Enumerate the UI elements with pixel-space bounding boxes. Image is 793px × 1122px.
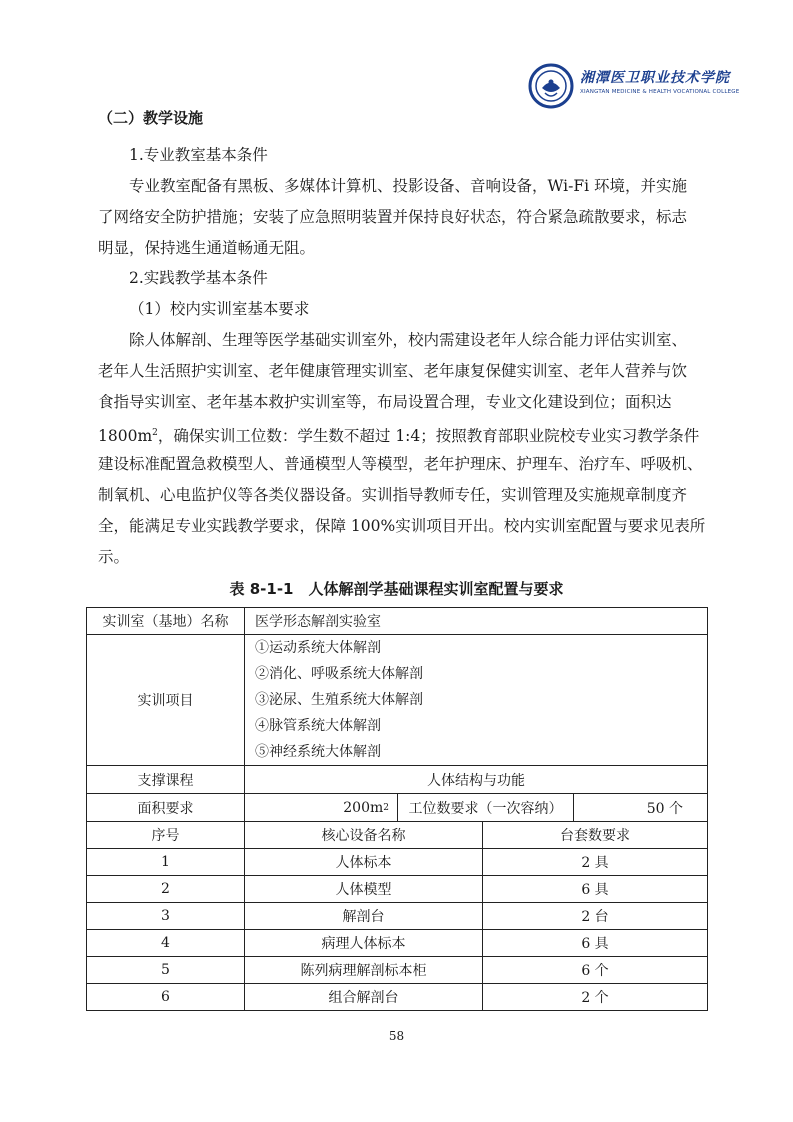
subsection-title-classroom: 1.专业教室基本条件 [129, 146, 268, 164]
paragraph-line: 老年人生活照护实训室、老年健康管理实训室、老年康复保健实训室、老年人营养与饮 [98, 362, 688, 380]
table-row [87, 930, 708, 957]
college-name-en: XIANGTAN MEDICINE & HEALTH VOCATIONAL COLLEGE [580, 89, 740, 95]
room-value: 医学形态解剖实验室 [245, 608, 708, 635]
table-row [87, 849, 708, 876]
row-no: 2 [87, 876, 245, 903]
project-item: ⑤神经系统大体解剖 [255, 744, 381, 760]
row-equipment: 病理人体标本 [245, 930, 483, 957]
project-item: ②消化、呼吸系统大体解剖 [255, 666, 423, 682]
row-quantity: 2 台 [483, 903, 708, 930]
row-equipment: 人体标本 [245, 849, 483, 876]
college-name: 湘潭医卫职业技术学院 [580, 70, 730, 86]
paragraph-line: 食指导实训室、老年基本救护实训室等，布局设置合理，专业文化建设到位；面积达 [98, 393, 672, 411]
projects-list [245, 635, 708, 766]
page-number: 58 [388, 1029, 405, 1043]
area-superscript: 2 [383, 802, 389, 813]
area-value-cell [245, 794, 398, 821]
row-no: 3 [87, 903, 245, 930]
row-quantity: 6 具 [483, 930, 708, 957]
row-no: 1 [87, 849, 245, 876]
area-value: 1800m [98, 427, 153, 446]
table-row [87, 957, 708, 984]
project-item: ④脉管系统大体解剖 [255, 718, 381, 734]
row-quantity: 6 具 [483, 876, 708, 903]
table-row [87, 903, 708, 930]
col-header-quantity: 台套数要求 [483, 822, 708, 849]
course-label: 支撑课程 [87, 766, 245, 794]
stations-value: 50 个 [646, 800, 684, 817]
paragraph-line: 了网络安全防护措施；安装了应急照明装置并保持良好状态，符合紧急疏散要求，标志 [98, 208, 688, 226]
table-row [87, 984, 708, 1011]
row-equipment: 陈列病理解剖标本柜 [245, 957, 483, 984]
area-label: 面积要求 [87, 794, 245, 822]
col-header-no: 序号 [87, 822, 245, 849]
project-item: ①运动系统大体解剖 [255, 640, 381, 656]
row-no: 6 [87, 984, 245, 1011]
college-logo [528, 63, 740, 111]
row-equipment: 解剖台 [245, 903, 483, 930]
paragraph-line: 示。 [98, 548, 130, 566]
stations-label: 工位数要求（一次容纳） [398, 794, 574, 821]
subsection-title-campus-lab: （1）校内实训室基本要求 [129, 300, 310, 318]
paragraph-line: 全，能满足专业实践教学要求，保障 100%实训项目开出。校内实训室配置与要求见表所 [98, 517, 706, 535]
projects-label: 实训项目 [87, 635, 245, 766]
row-quantity: 2 具 [483, 849, 708, 876]
row-no: 4 [87, 930, 245, 957]
row-no: 5 [87, 957, 245, 984]
college-emblem-icon [528, 63, 574, 109]
subsection-title-practice: 2.实践教学基本条件 [129, 269, 268, 287]
row-quantity: 6 个 [483, 957, 708, 984]
area-superscript: 2 [152, 428, 158, 438]
row-equipment: 人体模型 [245, 876, 483, 903]
paragraph-line: 专业教室配备有黑板、多媒体计算机、投影设备、音响设备，Wi-Fi 环境，并实施 [129, 177, 687, 195]
paragraph-line: 制氧机、心电监护仪等各类仪器设备。实训指导教师专任，实训管理及实施规章制度齐 [98, 486, 688, 504]
area-value: 200m [343, 799, 384, 816]
area-row-group [245, 794, 708, 822]
table-caption: 表 8-1-1 人体解剖学基础课程实训室配置与要求 [229, 580, 564, 598]
project-item: ③泌尿、生殖系统大体解剖 [255, 692, 423, 708]
paragraph-line-text: ，确保实训工位数：学生数不超过 1:4；按照教育部职业院校专业实习教学条件 [157, 427, 700, 446]
course-value: 人体结构与功能 [245, 766, 708, 794]
section-title: （二）教学设施 [98, 109, 204, 127]
paragraph-line [98, 423, 699, 446]
table-row [87, 876, 708, 903]
row-quantity: 2 个 [483, 984, 708, 1011]
row-equipment: 组合解剖台 [245, 984, 483, 1011]
col-header-equipment: 核心设备名称 [245, 822, 483, 849]
paragraph-line: 明显，保持逃生通道畅通无阻。 [98, 239, 316, 257]
room-label: 实训室（基地）名称 [87, 608, 245, 635]
paragraph-line: 除人体解剖、生理等医学基础实训室外，校内需建设老年人综合能力评估实训室、 [129, 331, 688, 349]
lab-config-table [86, 607, 708, 1011]
paragraph-line: 建设标准配置急救模型人、普通模型人等模型，老年护理床、护理车、治疗车、呼吸机、 [98, 455, 703, 473]
